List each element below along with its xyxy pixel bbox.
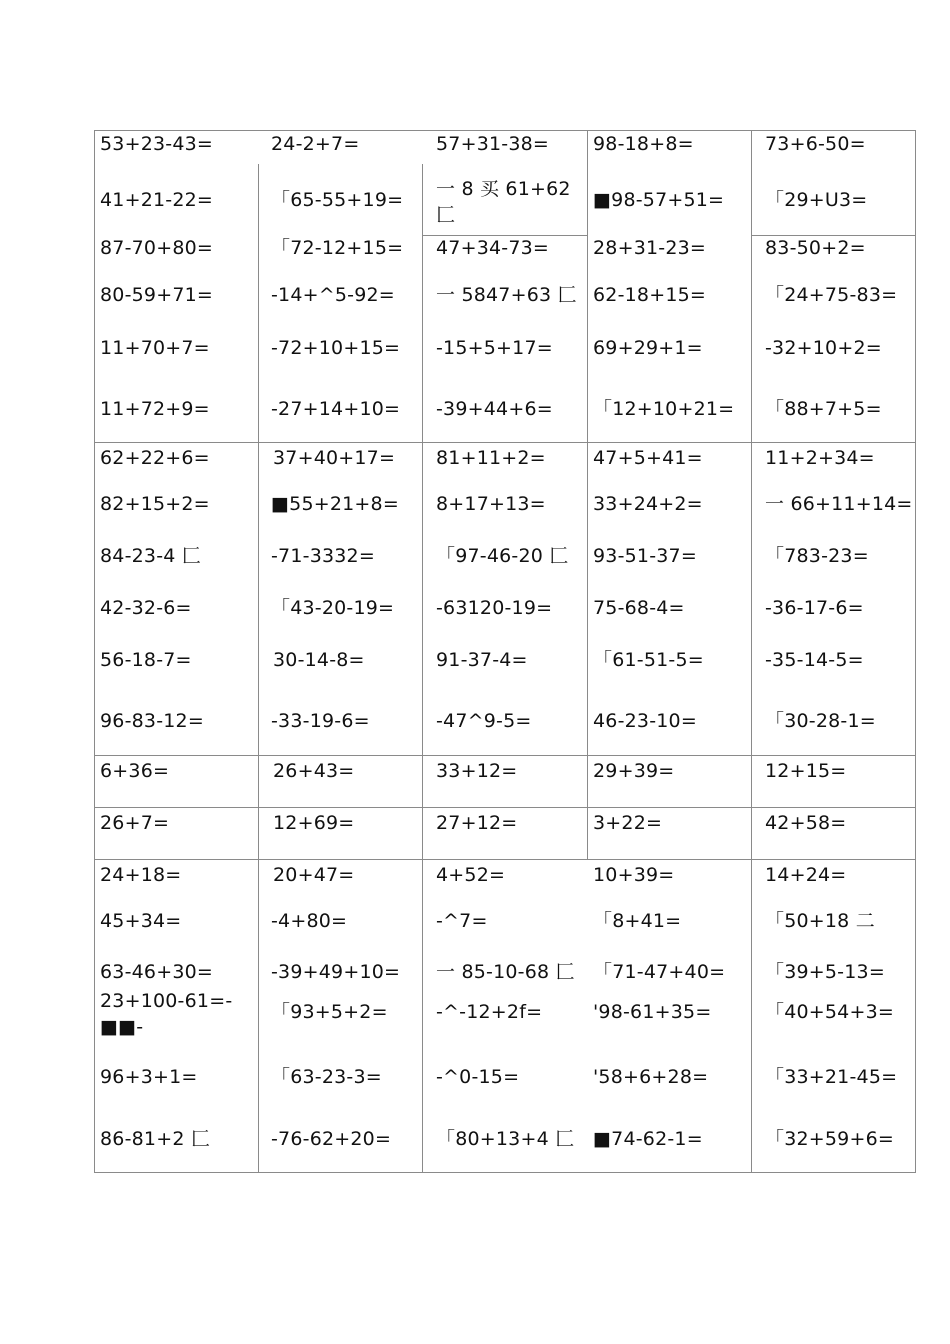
arithmetic-problem: 「80+13+4 匚 [436, 1128, 575, 1150]
arithmetic-problem: '98-61+35= [593, 1001, 712, 1023]
arithmetic-problem: 41+21-22= [100, 189, 214, 211]
arithmetic-problem: ■55+21+8= [271, 493, 399, 515]
arithmetic-problem: -27+14+10= [271, 398, 401, 420]
arithmetic-problem: -35-14-5= [765, 649, 864, 671]
row-divider [95, 755, 916, 756]
arithmetic-problem: 45+34= [100, 910, 182, 932]
arithmetic-problem: 30-14-8= [273, 649, 365, 671]
arithmetic-problem: 「8+41= [593, 910, 682, 932]
arithmetic-problem: 「43-20-19= [271, 597, 395, 619]
arithmetic-problem: 6+36= [100, 760, 170, 782]
arithmetic-problem: 87-70+80= [100, 237, 214, 259]
row-divider [95, 859, 916, 860]
arithmetic-problem: 63-46+30= [100, 961, 214, 983]
arithmetic-problem: 47+5+41= [593, 447, 703, 469]
column-divider [258, 164, 259, 1173]
column-divider [587, 131, 588, 860]
arithmetic-problem: 46-23-10= [593, 710, 697, 732]
arithmetic-problem: 「97-46-20 匚 [436, 545, 569, 567]
arithmetic-problem: 23+100-61=-■■- [100, 990, 233, 1038]
arithmetic-problem: -39+44+6= [436, 398, 553, 420]
row-divider [95, 442, 916, 443]
arithmetic-problem: 「12+10+21= [593, 398, 735, 420]
arithmetic-problem: 20+47= [273, 864, 355, 886]
arithmetic-problem: -63120-19= [436, 597, 553, 619]
arithmetic-problem: -4+80= [271, 910, 348, 932]
arithmetic-problem: 一 5847+63 匚 [436, 284, 577, 306]
arithmetic-problem: 83-50+2= [765, 237, 866, 259]
arithmetic-problem: 75-68-4= [593, 597, 685, 619]
arithmetic-problem: 「50+18 二 [765, 910, 875, 932]
arithmetic-problem: 12+15= [765, 760, 847, 782]
arithmetic-problem: 26+43= [273, 760, 355, 782]
arithmetic-problem: 12+69= [273, 812, 355, 834]
arithmetic-problem: -76-62+20= [271, 1128, 392, 1150]
arithmetic-problem: 「61-51-5= [593, 649, 704, 671]
arithmetic-problem: -^0-15= [436, 1066, 520, 1088]
arithmetic-problem: -14+^5-92= [271, 284, 395, 306]
arithmetic-problem: 3+22= [593, 812, 663, 834]
arithmetic-problem: 「72-12+15= [271, 237, 404, 259]
arithmetic-problem: 42-32-6= [100, 597, 192, 619]
arithmetic-problem: -72+10+15= [271, 337, 401, 359]
arithmetic-problem: ■98-57+51= [593, 189, 725, 211]
arithmetic-problem: 「783-23= [765, 545, 869, 567]
arithmetic-problem: 84-23-4 匚 [100, 545, 201, 567]
arithmetic-problem: 24-2+7= [271, 133, 360, 155]
arithmetic-problem: 14+24= [765, 864, 847, 886]
arithmetic-problem: 33+24+2= [593, 493, 703, 515]
arithmetic-problem: 4+52= [436, 864, 506, 886]
arithmetic-problem: 10+39= [593, 864, 675, 886]
arithmetic-problem: 「93+5+2= [271, 1001, 388, 1023]
arithmetic-problem: 一 8 买 61+62 匚 [436, 178, 571, 226]
arithmetic-problem: 98-18+8= [593, 133, 694, 155]
arithmetic-problem: 96-83-12= [100, 710, 204, 732]
arithmetic-problem: 11+70+7= [100, 337, 210, 359]
arithmetic-problem: 「40+54+3= [765, 1001, 895, 1023]
arithmetic-problem: 24+18= [100, 864, 182, 886]
arithmetic-problem: 62+22+6= [100, 447, 210, 469]
arithmetic-problem: 81+11+2= [436, 447, 546, 469]
arithmetic-problem: 8+17+13= [436, 493, 546, 515]
arithmetic-problem: 「30-28-1= [765, 710, 876, 732]
arithmetic-problem: 11+2+34= [765, 447, 875, 469]
arithmetic-problem: 「32+59+6= [765, 1128, 895, 1150]
arithmetic-problem: 「65-55+19= [271, 189, 404, 211]
arithmetic-problem: 11+72+9= [100, 398, 210, 420]
arithmetic-problem: 73+6-50= [765, 133, 866, 155]
arithmetic-problem: ■74-62-1= [593, 1128, 703, 1150]
column-divider [422, 164, 423, 1173]
arithmetic-problem: 69+29+1= [593, 337, 703, 359]
arithmetic-problem: 96+3+1= [100, 1066, 198, 1088]
arithmetic-problem: -^-12+2f= [436, 1001, 543, 1023]
arithmetic-problem: 29+39= [593, 760, 675, 782]
arithmetic-problem: 42+58= [765, 812, 847, 834]
arithmetic-problem: 「88+7+5= [765, 398, 882, 420]
arithmetic-problem: 37+40+17= [273, 447, 396, 469]
arithmetic-problem: 28+31-23= [593, 237, 707, 259]
arithmetic-problem: 「24+75-83= [765, 284, 898, 306]
arithmetic-problem: 80-59+71= [100, 284, 214, 306]
arithmetic-problem: 56-18-7= [100, 649, 192, 671]
arithmetic-problem: 「33+21-45= [765, 1066, 898, 1088]
arithmetic-problem: 57+31-38= [436, 133, 550, 155]
arithmetic-problem: 33+12= [436, 760, 518, 782]
arithmetic-problem: '58+6+28= [593, 1066, 709, 1088]
arithmetic-problem: 62-18+15= [593, 284, 707, 306]
arithmetic-problem: 91-37-4= [436, 649, 528, 671]
arithmetic-problem: 「63-23-3= [271, 1066, 382, 1088]
arithmetic-problem: 「71-47+40= [593, 961, 726, 983]
arithmetic-problem: -^7= [436, 910, 488, 932]
arithmetic-problem: -36-17-6= [765, 597, 864, 619]
arithmetic-problem: 「39+5-13= [765, 961, 885, 983]
arithmetic-problem: 86-81+2 匚 [100, 1128, 211, 1150]
arithmetic-problem: 27+12= [436, 812, 518, 834]
arithmetic-problem: -33-19-6= [271, 710, 370, 732]
arithmetic-problem: 一 66+11+14= [765, 493, 913, 515]
arithmetic-problem: 93-51-37= [593, 545, 697, 567]
row-divider [95, 807, 916, 808]
arithmetic-problem: -15+5+17= [436, 337, 553, 359]
arithmetic-problem: 82+15+2= [100, 493, 210, 515]
column-divider [751, 131, 752, 1173]
arithmetic-problem: 53+23-43= [100, 133, 214, 155]
arithmetic-problem: -32+10+2= [765, 337, 882, 359]
arithmetic-problem: 47+34-73= [436, 237, 550, 259]
arithmetic-problem: 一 85-10-68 匚 [436, 961, 575, 983]
arithmetic-problem: -39+49+10= [271, 961, 401, 983]
arithmetic-problem: -71-3332= [271, 545, 375, 567]
arithmetic-problem: -47^9-5= [436, 710, 532, 732]
arithmetic-problem: 26+7= [100, 812, 170, 834]
arithmetic-problem: 「29+U3= [765, 189, 868, 211]
